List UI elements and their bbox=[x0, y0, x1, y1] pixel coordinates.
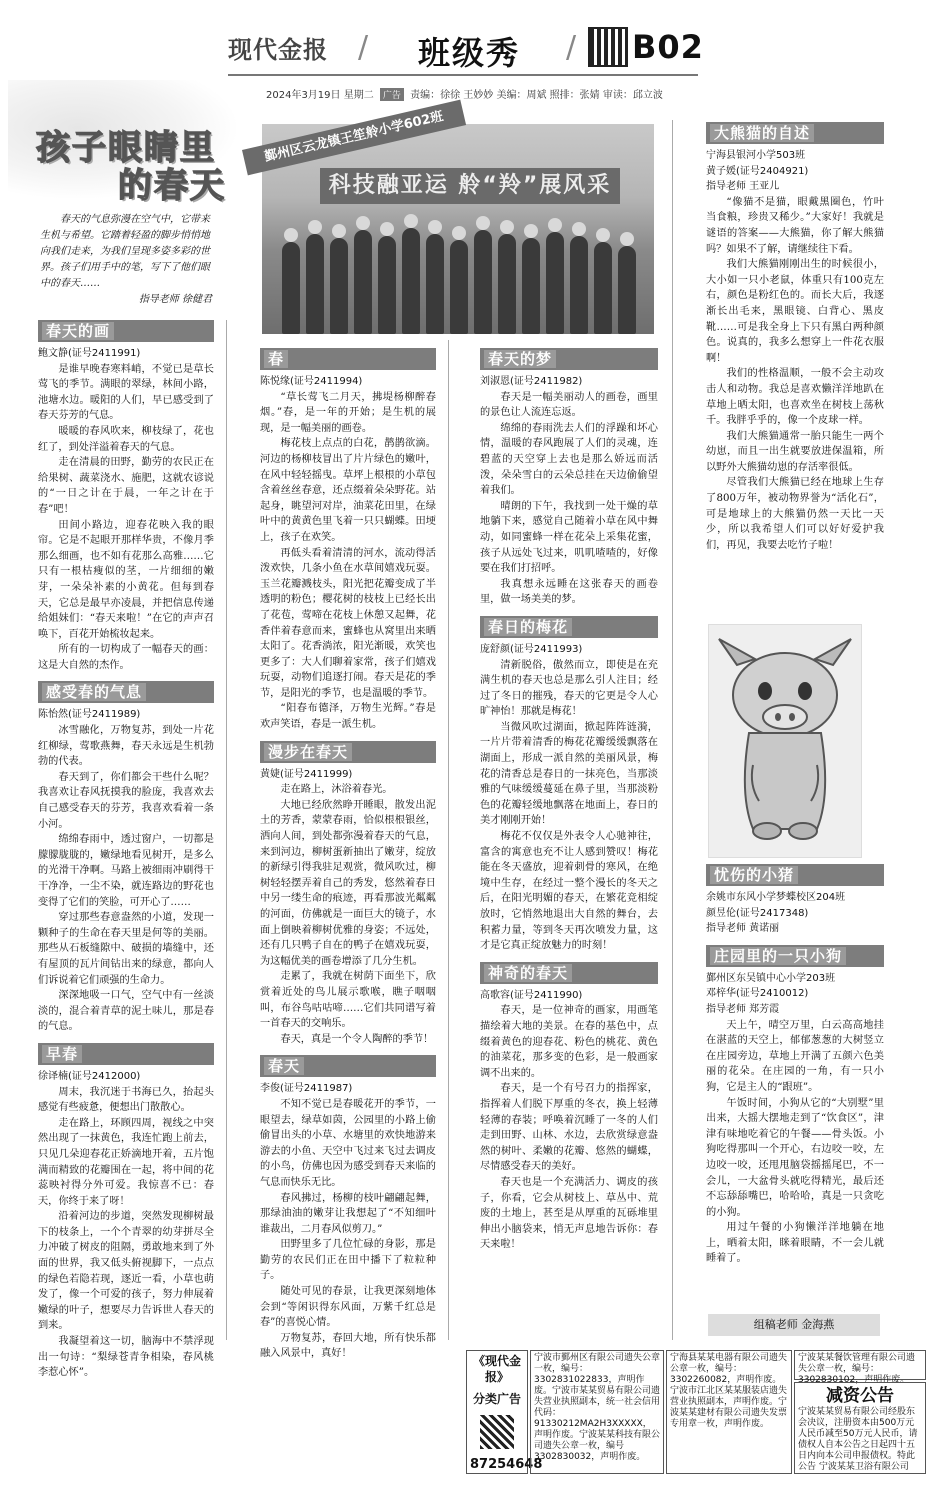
article-title: 感受春的气息 bbox=[38, 681, 214, 703]
column-1 bbox=[38, 312, 214, 1488]
article-title: 春天 bbox=[260, 1055, 436, 1077]
paragraph: “像猫不是猫，眼戴黑圈色，竹叶当食粮，珍贵又稀少。”大家好！我就是谜语的答案——大熊猫，你了解大熊猫吗？如果不了解，请继续往下看。 bbox=[706, 196, 884, 255]
article bbox=[260, 741, 436, 1048]
article bbox=[480, 616, 658, 954]
notice-text: 宁波某某贸易有限公司经股东会决议，注册资本由500万元人民币减至50万元人民币，请债权人自本公告之日起四十五日内向本公司申报债权。特此公告 宁波某某卫浴有限公司 bbox=[798, 1407, 918, 1472]
column-divider bbox=[672, 120, 673, 1340]
paragraph: 我们的性格温顺，一般不会主动攻击人和动物。我总是喜欢懒洋洋地趴在草地上晒太阳，也喜欢坐在树枝上荡秋千。我胖乎乎的，像一个皮球一样。 bbox=[706, 368, 884, 427]
ad-box: 宁波某某餐饮管理有限公司遗失公章一枚，编号：3302830102，声明作废。 bbox=[794, 1350, 926, 1380]
divider-slash: / bbox=[566, 30, 577, 65]
school: 鄞州区东吴镇中心小学203班 bbox=[706, 972, 836, 984]
paragraph: 不知不觉已是春暖花开的季节，一眼望去，绿草如茵，公园里的小路上偷偷冒出头的小草、水塘里的欢快地游来游去的小鱼、天空中飞过来飞过去调皮的小鸟，仿佛也因为感受到春天来临的气息而快乐无比。 bbox=[260, 1098, 436, 1188]
article bbox=[38, 320, 214, 673]
ad-badge: 广告 bbox=[380, 88, 404, 101]
article-author: 李俊(证号2411987) bbox=[260, 1083, 353, 1095]
pig-sketch-icon bbox=[709, 625, 861, 857]
column-divider bbox=[226, 320, 227, 1340]
article-author: 邓梓华(证号2410012) bbox=[706, 988, 809, 1000]
qr-code-icon bbox=[588, 27, 628, 67]
article bbox=[480, 962, 658, 1253]
paragraph: “草长莺飞二月天，拂堤杨柳醉春烟。”春，是一年的开始；是生机的展现，是一幅美丽的画卷。 bbox=[260, 391, 436, 434]
paragraph: 春天到了，你们都会干些什么呢？我喜欢让春风抚摸我的脸庞，我喜欢去自己感受春天的芬芳，我喜欢看着一条小河。 bbox=[38, 771, 214, 830]
photo-banner: 科技融亚运 舲“羚”展风采 bbox=[320, 168, 620, 204]
article-title: 春日的梅花 bbox=[480, 616, 658, 638]
ad-box: 宁波市鄞州区有限公司遗失公章一枚，编号：3302831022833，声明作废。宁波市某某贸易有限公司遗失营业执照副本，统一社会信用代码：91330212MA2H3XXXXX，声明作废。宁波某某科技有限公司遗失公章一枚，编号3302830032，声明作废。 bbox=[530, 1350, 664, 1474]
column-2 bbox=[260, 340, 436, 1360]
paragraph: 所有的一切构成了一幅春天的画：这是大自然的杰作。 bbox=[38, 644, 214, 671]
article-title: 早春 bbox=[38, 1043, 214, 1065]
ad-phone: 87254648 bbox=[470, 1457, 543, 1472]
paragraph: 走在路上，沐浴着春光。 bbox=[280, 784, 393, 796]
ad-brand-sub: 分类广告 bbox=[472, 1392, 521, 1406]
ad-brand-box bbox=[466, 1350, 543, 1474]
article-title: 春天的梦 bbox=[480, 348, 658, 370]
notice-title: 减资公告 bbox=[826, 1386, 894, 1406]
paragraph: 大地已经欣然睁开睡眼，散发出泥土的芳香，蒙蒙春雨，恰似根根银丝，洒向人间，到处都弥漫着春天的气息，来到河边，柳树蛋新抽出了嫩芽，绽放的新绿引得我驻足观赏，微风吹过，柳树轻轻摆弄着自己的秀发，悠然着春日中另一缕生命的痕迹，再看那波光粼粼的河面，仿佛就是一面巨大的镜子，水面上倒映着柳树优雅的身姿；不远处，还有几只鸭子自在的鸭子在嬉戏玩耍，为这幅优美的画卷增添了几分生机。 bbox=[260, 799, 436, 967]
article bbox=[38, 1043, 214, 1381]
column-3 bbox=[480, 340, 658, 1344]
paragraph: 周末，我沉迷于书海已久，抬起头感觉有些疲惫，便想出门散散心。 bbox=[38, 1086, 214, 1114]
school: 余姚市东风小学梦蝶校区204班 bbox=[706, 892, 846, 903]
photo-caption: 鄞州区云龙镇王笙舲小学602班 bbox=[242, 100, 466, 176]
paragraph: 春天，是一位神奇的画家，用画笔描绘着大地的美景。在春的基色中，点缀着黄色的迎春花、粉色的桃花、黄色的油菜花，那多变的色彩，是一般画家调不出来的。 bbox=[480, 1005, 658, 1079]
paragraph: “阳春布德泽，万物生光辉。”春是欢声笑语，春是一派生机。 bbox=[260, 703, 436, 731]
classified-ads bbox=[0, 1346, 934, 1479]
article-author: 黄婕(证号2411999) bbox=[260, 768, 353, 780]
column-4-bottom bbox=[706, 856, 884, 1342]
article-author: 刘淑恩(证号2411982) bbox=[480, 376, 583, 387]
paragraph: 沿着河边的步道，突然发现柳树最下的枝条上，一个个青翠的幼芽拼尽全力冲破了树皮的阻隔，勇敢地来到了外面的世界，我又低头俯视脚下，一点点的绿色若隐若现，逐近一看，小草也萌发了，像一个可爱的孩子，努力伸展着嫩绿的叶子，想要尽力告诉世人春天的到来。 bbox=[38, 1211, 214, 1332]
intro-teacher: 指导老师 徐健君 bbox=[138, 294, 212, 305]
column-divider bbox=[448, 340, 449, 1340]
paragraph: 春天，真是一个令人陶醉的季节！ bbox=[280, 1033, 434, 1045]
paragraph: 走在清晨的田野，勤劳的农民正在给果树、蔬菜浇水、施肥，这就农谚说的“一日之计在于晨，一年之计在于春”吧！ bbox=[38, 457, 214, 515]
divider-slash: / bbox=[358, 30, 369, 65]
paragraph: 春天，是一个有号召力的指挥家，指挥着人们脱下厚重的冬衣，换上轻薄轻薄的春装；呼唤着沉睡了一冬的人们走到田野、山林、水边，去欣赏绿意盎然的树叶、柔嫩的花瓣、悠然的蝴蝶，尽情感受春天的美好。 bbox=[480, 1083, 658, 1173]
ad-brand-title: 《现代金报》 bbox=[472, 1354, 521, 1384]
article-author: 高歌容(证号2411990) bbox=[480, 989, 583, 1001]
paragraph: 万物复苏，春回大地，所有快乐都融入风景中，真好！ bbox=[260, 1332, 436, 1360]
pig-drawing bbox=[708, 624, 862, 858]
editor-credit: 组稿老师 金海燕 bbox=[708, 1314, 880, 1336]
paragraph: 走在路上，环顾四周，视线之中突然出现了一抹黄色，我连忙跑上前去，只见几朵迎春花正娇滴地开着，五片饱满而精致的花瓣围在一起，将中间的花蕊映衬得分外可爱。我惊喜不已：春天，你终于来了呀！ bbox=[38, 1117, 214, 1207]
article bbox=[480, 348, 658, 608]
article-title: 神奇的春天 bbox=[480, 962, 658, 984]
ad-box: 宁海县某某电器有限公司遗失公章一枚，编号：3302260082，声明作废。宁波市江北区某某服装店遗失营业执照副本，声明作废。宁波某某建材有限公司遗失发票专用章一枚，声明作废。 bbox=[666, 1350, 792, 1474]
article bbox=[38, 681, 214, 1034]
paragraph: 再低头看着清清的河水，流动得活泼欢快，几条小鱼在水草间嬉戏玩耍。玉兰花瓣溅枝头，阳光把花瓣变成了半透明的粉色；樱花树的枝枝上已经长出了花苞，莺啼在花枝上休憩又起舞，花香伴着春意而来，蜜蜂也从窝里出来晒太阳了。花香淌浓，阳光渐暖，欢笑也更多了：大人们聊着家常，孩子们嬉戏玩耍，动物们追逐打闹。春天是花的季节，是阳光的季节，也是温暖的季节。 bbox=[260, 547, 436, 699]
article-author: 陈怡然(证号2411989) bbox=[38, 709, 141, 721]
paragraph: 清新脱俗，傲然而立，即使是在充满生机的春天也总是那么引人注目；经过了冬日的摧残，春天的它更是令人心旷神怡！那就是梅花！ bbox=[480, 659, 658, 718]
paragraph: 用过午餐的小狗懒洋洋地躺在地上，晒着太阳，眯着眼睛，不一会儿就睡着了。 bbox=[706, 1222, 884, 1265]
dateline bbox=[266, 86, 663, 101]
masthead-rule bbox=[228, 74, 698, 76]
paragraph: 春天是一幅美丽动人的画卷，画里的景色让人流连忘返。 bbox=[480, 391, 658, 419]
article-author: 颜昱伦(证号2417348) bbox=[706, 907, 809, 919]
school: 宁海县银河小学503班 bbox=[706, 150, 806, 161]
teacher: 指导老师 王亚儿 bbox=[706, 181, 780, 193]
article-author: 黄子媛(证号2404921) bbox=[706, 165, 809, 177]
paragraph: 春风拂过，杨柳的枝叶翩翩起舞，那绿油油的嫩芽让我想起了“不知细叶谁裁出，二月春风似剪刀。” bbox=[260, 1192, 436, 1235]
newspaper-brand: 现代金报 bbox=[228, 35, 328, 64]
credits-text: 责编：徐徐 王妙妙 美编：周斌 照排：张婧 审读：邱立波 bbox=[410, 90, 663, 101]
article-title: 大熊猫的自述 bbox=[706, 122, 884, 144]
date-text: 2024年3月19日 星期二 bbox=[266, 90, 374, 101]
paragraph: 冰雪融化，万物复苏，到处一片花红柳绿，莺歌燕舞，春天永远是生机勃勃的代表。 bbox=[38, 725, 214, 768]
article-author: 徐译楠(证号2412000) bbox=[38, 1070, 141, 1082]
article-title: 庄园里的一只小狗 bbox=[706, 945, 884, 967]
paragraph: 走累了，我就在树荫下面坐下，欣赏着近处的鸟儿展示歌喉，瞧子咽咽叫，布谷鸟咕咕啼……它们共同谱写着一首春天的交响乐。 bbox=[260, 971, 436, 1030]
article-author: 陈悦缘(证号2411994) bbox=[260, 376, 363, 387]
article-title: 春天的画 bbox=[38, 320, 214, 342]
intro-text: 春天的气息弥漫在空气中，它带来生机与希望。它踏着轻盈的脚步悄悄地向我们走来，为我们呈现多姿多彩的世界。孩子们用手中的笔，写下了他们眼中的春天…… bbox=[40, 214, 210, 289]
notice-box bbox=[794, 1382, 926, 1474]
paragraph: 田间小路边，迎春花映入我的眼帘。它是不起眼开那样华贵，不像月季那么细画，也不如有花那么高雅……它只有一根枯瘦似的茎，一片细细的嫩芽，一朵朵补素的小黄花。但每到春天，它总是最早亦凌晨，并把信息传递给姐妹们：“春天来啦！”在它的声声召唤下，百花开始梳妆起来。 bbox=[38, 519, 214, 640]
paragraph: 随处可见的春景，让我更深刻地体会到“等闲识得东风面，万紫千红总是春”的喜悦心情。 bbox=[260, 1286, 436, 1329]
qr-code-icon bbox=[480, 1415, 514, 1449]
paragraph: 尽管我们大熊猫已经在地球上生存了800万年，被动物界誉为“活化石”，可是地球上的大熊猫仍然一天比一天少，所以我希望人们可以好好爱护我们，再见，我要去吃竹子啦！ bbox=[706, 477, 884, 551]
article-title: 漫步在春天 bbox=[260, 741, 436, 763]
headline-line1: 孩子眼睛里 bbox=[36, 128, 216, 168]
paragraph: 我真想永远睡在这张春天的画卷里，做一场美美的梦。 bbox=[480, 578, 658, 606]
paragraph: 我们大熊猫通常一胎只能生一两个幼崽，而且一出生就要放进保温箱，所以野外大熊猫幼崽的存活率很低。 bbox=[706, 430, 884, 473]
paragraph: 绵绵的春雨洗去人们的浮躁和坏心情，温暖的春风跑展了人们的灵魂，连碧蓝的天空穿上去也是那么娇远而活泼，朵朵雪白的云朵总挂在天边偷偷望着我们。 bbox=[480, 422, 658, 497]
paragraph: 天上午，晴空万里，白云高高地挂在湛蓝的天空上，郁郁葱葱的大树竖立在庄园旁边，草地上开满了五颜六色美丽的花朵。在庄园的一角，有一只小狗，它是主人的“跟班”。 bbox=[706, 1019, 884, 1093]
paragraph: 我们大熊猫刚刚出生的时候很小，大小如一只小老鼠，体重只有100克左右，颜色是粉红色的。而长大后，我逐渐长出毛来，黑眼镜、白背心、黑皮靴……可是我全身上下只有黑白两种颜色。说真的，我多么想穿上一件花衣服啊！ bbox=[706, 259, 884, 364]
paragraph: 梅花不仅仅是外表令人心驰神往，富含的寓意也充不让人感到赞叹！梅花能在冬天盛放，迎着刺骨的寒风，在绝境中生存，在经过一整个漫长的冬天之后，在阳光明媚的春天，在繁花竞相绽放时，它悄然地退出大自然的舞台，去积蓄力量，等到冬天再次喷发力量，这才是它真正绽放魅力的时刻！ bbox=[480, 831, 658, 952]
paragraph: 梅花枝上点点的白花，鹊鹊欲滴。河边的杨柳枝冒出了片片绿色的嫩叶，在风中轻轻摇曳。草坪上根根的小草包含着丝丝春意，还点缀着朵朵野花。站起身，眺望河对岸，油菜花田里，在绿叶中的黄黄色里飞着一只只蝴蝶。田埂上，孩子在欢笑。 bbox=[260, 438, 436, 543]
headline-line2: 的春天 bbox=[118, 166, 226, 206]
section-title: 班级秀 bbox=[418, 34, 521, 72]
paragraph: 是谁早晚春寒料峭，不觉已是草长莺飞的季节。满眼的翠绿，林间小路，池塘水边。暖阳的人们，早已感受到了春天芬芳的气息。 bbox=[38, 363, 214, 422]
paragraph: 绵绵春雨中，透过窗户，一切都是朦朦胧胧的，嫩绿地看见树开，是多么的光滑干净啊。马路上被细雨冲刷得干干净净，一尘不染，就连路边的野花也变得了它们的笑脸，可开心了…… bbox=[38, 834, 214, 908]
column-4-top bbox=[706, 114, 884, 620]
paragraph: 春天也是一个充满活力、调皮的孩子，你看，它会从树枝上、草丛中、荒废的土地上，甚至是从厚重的瓦砾堆里伸出小脑袋来，悄无声息地告诉你：春天来啦！ bbox=[480, 1176, 658, 1251]
paragraph: 午饭时间，小狗从它的“大别墅”里出来，大摇大摆地走到了“饮食区”，津津有味地吃着它的午餐——骨头饭。小狗吃得那叫一个开心，右边咬一咬，左边咬一咬，还甩甩脑袋摇摇尾巴，不一会儿，一大盆骨头就吃得精光，最后还不忘舔舔嘴巴，哈哈哈，真是一只贪吃的小狗。 bbox=[706, 1097, 884, 1218]
paragraph: 我凝望着这一切，脑海中不禁浮现出一句诗：“梨绿苍青争相染，春风桃李惹心怀”。 bbox=[38, 1336, 214, 1379]
article-title: 春 bbox=[260, 348, 436, 370]
paragraph: 田野里多了几位忙碌的身影，那是勤劳的农民们正在田中播下了粒粒种子。 bbox=[260, 1239, 436, 1282]
article bbox=[260, 348, 436, 733]
article-title: 忧伤的小猪 bbox=[706, 864, 884, 886]
paragraph: 暖暖的春风吹来，柳枝绿了，花也红了，到处洋溢着春天的气息。 bbox=[38, 425, 214, 453]
paragraph: 穿过那些春意盎然的小道，发现一颗种子的生命在春天里是何等的美丽。那些从石板缝隙中、破损的墙缝中，还有屋顶的瓦片间钻出来的绿意，都向人们诉说着它们顽强的生命力。 bbox=[38, 912, 214, 986]
article bbox=[260, 1055, 436, 1362]
article-author: 庞舒颜(证号2411993) bbox=[480, 643, 583, 655]
teacher: 指导老师 郑芳霞 bbox=[706, 1003, 780, 1015]
paragraph: 深深地吸一口气，空气中有一丝淡淡的，混合着青草的泥土味儿，那是春的气息。 bbox=[38, 990, 214, 1033]
page-number: B02 bbox=[632, 28, 704, 66]
paragraph: 当微风吹过湖面，掀起阵阵涟漪，一片片带着清香的梅花花瓣缓缓飘落在湖面上，形成一派自然的美丽风景，梅花的清香总是春日的一抹亮色，当那淡雅的气味缓缓蔓延在鼻子里，当那淡粉色的花瓣轻缓地飘落在地面上，春日的美才刚刚开始！ bbox=[480, 721, 658, 827]
intro-block bbox=[40, 212, 212, 308]
teacher: 指导老师 黄诺丽 bbox=[706, 923, 780, 935]
paragraph: 晴朗的下午，我找到一处干燥的草地躺下来，感觉自己随着小草在风中舞动，如同蜜蜂一样在花朵上采集花蜜，孩子从远处飞过来，叽叽喳喳的，好像要在我们打招呼。 bbox=[480, 500, 658, 575]
article-author: 鲍文静(证号2411991) bbox=[38, 348, 141, 359]
